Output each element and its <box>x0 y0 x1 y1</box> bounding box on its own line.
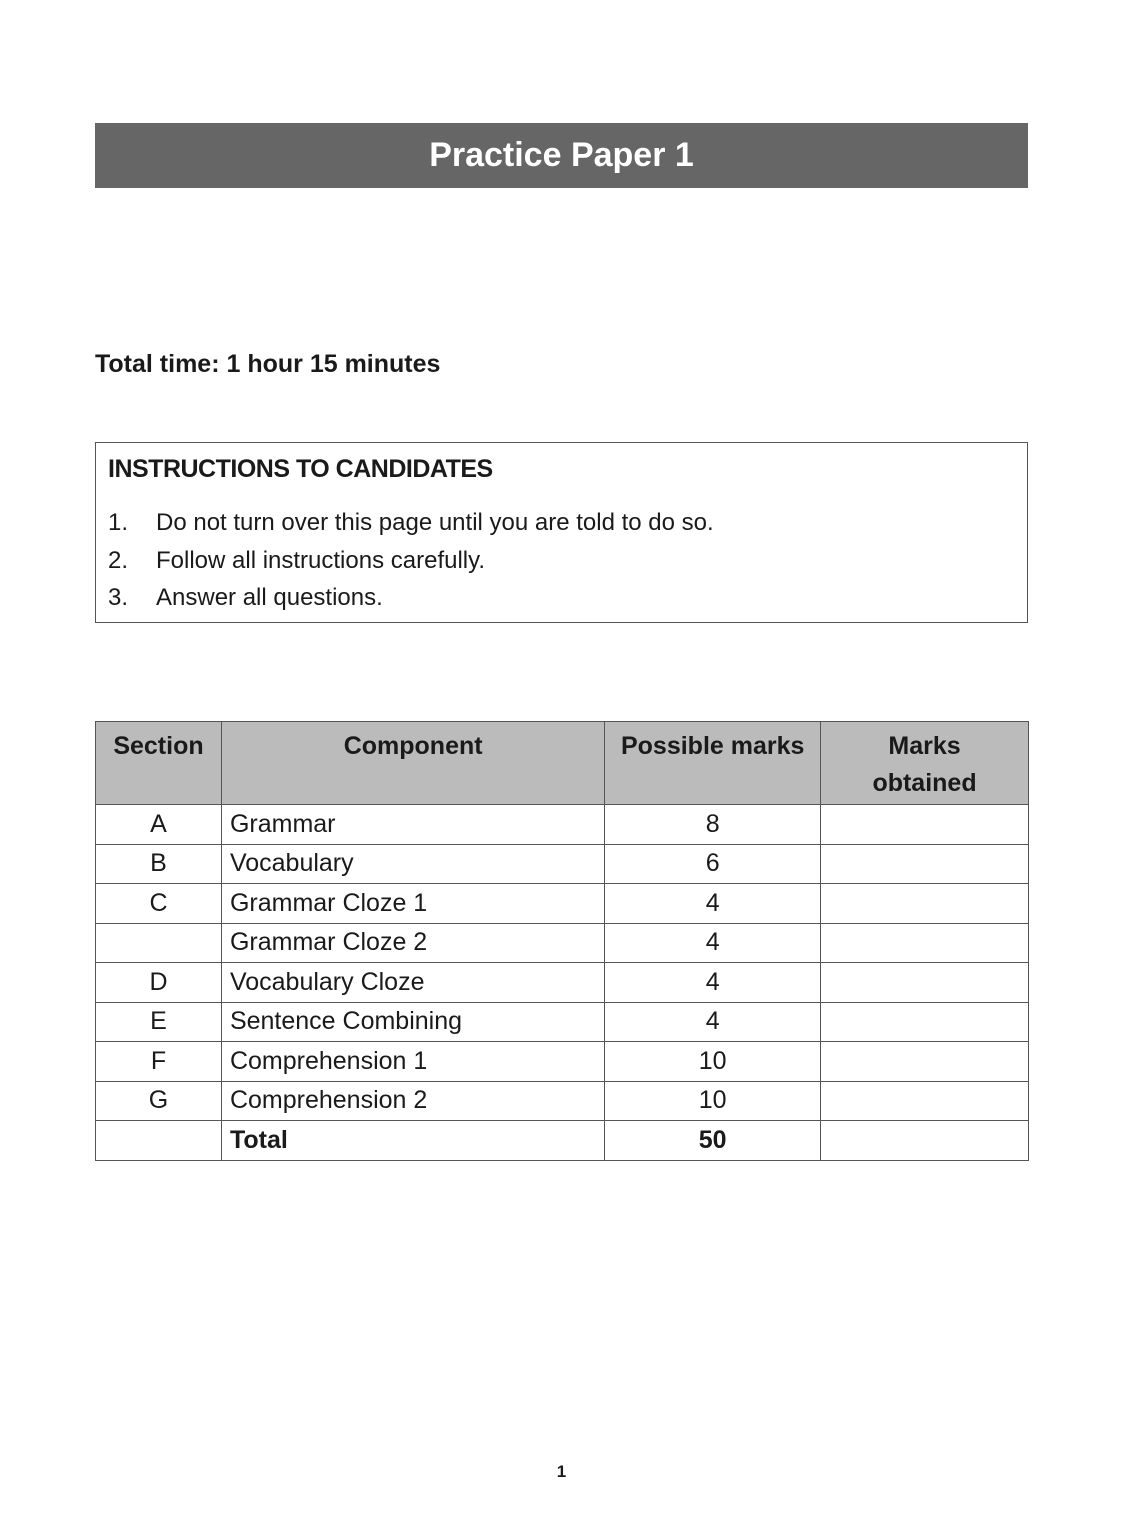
table-row <box>96 923 1029 963</box>
instruction-item <box>108 584 714 622</box>
instruction-item <box>108 509 714 547</box>
table-header-row <box>96 722 1029 805</box>
marks-obtained-cell <box>821 844 1029 884</box>
section-cell: D <box>96 963 222 1003</box>
component-cell: Vocabulary Cloze <box>221 963 604 1003</box>
table-row <box>96 805 1029 845</box>
table-row <box>96 963 1029 1003</box>
possible-marks-cell: 4 <box>605 963 821 1003</box>
possible-marks-cell: 8 <box>605 805 821 845</box>
section-cell: C <box>96 884 222 924</box>
instruction-text: Follow all instructions carefully. <box>156 546 486 574</box>
table-total-row <box>96 1121 1029 1161</box>
marks-obtained-cell <box>821 1002 1029 1042</box>
marks-obtained-cell <box>821 1081 1029 1121</box>
component-cell: Sentence Combining <box>221 1002 604 1042</box>
marks-obtained-cell <box>821 884 1029 924</box>
marks-obtained-cell <box>821 963 1029 1003</box>
instructions-box <box>95 442 1028 623</box>
header-marks-obtained: Marks obtained <box>821 722 1029 805</box>
section-cell: F <box>96 1042 222 1082</box>
marks-table <box>95 721 1029 1161</box>
header-section: Section <box>96 722 222 805</box>
table-row <box>96 884 1029 924</box>
section-cell: B <box>96 844 222 884</box>
marks-obtained-cell <box>821 1042 1029 1082</box>
table-row <box>96 1081 1029 1121</box>
component-cell: Vocabulary <box>221 844 604 884</box>
instruction-number: 1. <box>108 509 129 536</box>
header-component: Component <box>221 722 604 805</box>
section-cell: G <box>96 1081 222 1121</box>
marks-obtained-cell <box>821 805 1029 845</box>
component-cell: Grammar Cloze 1 <box>221 884 604 924</box>
possible-marks-cell: 10 <box>605 1081 821 1121</box>
instruction-number: 2. <box>108 546 129 574</box>
component-cell: Total <box>221 1121 604 1161</box>
total-time: Total time: 1 hour 15 minutes <box>95 350 441 378</box>
component-cell: Comprehension 2 <box>221 1081 604 1121</box>
table-row <box>96 1002 1029 1042</box>
section-cell: A <box>96 805 222 845</box>
marks-obtained-cell <box>821 1121 1029 1161</box>
possible-marks-cell: 6 <box>605 844 821 884</box>
possible-marks-cell: 50 <box>605 1121 821 1161</box>
instruction-text: Do not turn over this page until you are told to do so. <box>156 509 714 536</box>
possible-marks-cell: 4 <box>605 1002 821 1042</box>
possible-marks-cell: 10 <box>605 1042 821 1082</box>
table-row <box>96 1042 1029 1082</box>
instruction-item <box>108 547 714 585</box>
section-cell: E <box>96 1002 222 1042</box>
possible-marks-cell: 4 <box>605 923 821 963</box>
instruction-text: Answer all questions. <box>156 584 383 611</box>
component-cell: Grammar <box>221 805 604 845</box>
marks-obtained-cell <box>821 923 1029 963</box>
page-title: Practice Paper 1 <box>95 123 1028 188</box>
component-cell: Grammar Cloze 2 <box>221 923 604 963</box>
header-possible-marks: Possible marks <box>605 722 821 805</box>
section-cell <box>96 1121 222 1161</box>
page-number: 1 <box>556 1462 567 1481</box>
component-cell: Comprehension 1 <box>221 1042 604 1082</box>
instructions-heading: INSTRUCTIONS TO CANDIDATES <box>108 455 493 483</box>
table-row <box>96 844 1029 884</box>
possible-marks-cell: 4 <box>605 884 821 924</box>
section-cell <box>96 923 222 963</box>
instruction-number: 3. <box>108 584 129 611</box>
